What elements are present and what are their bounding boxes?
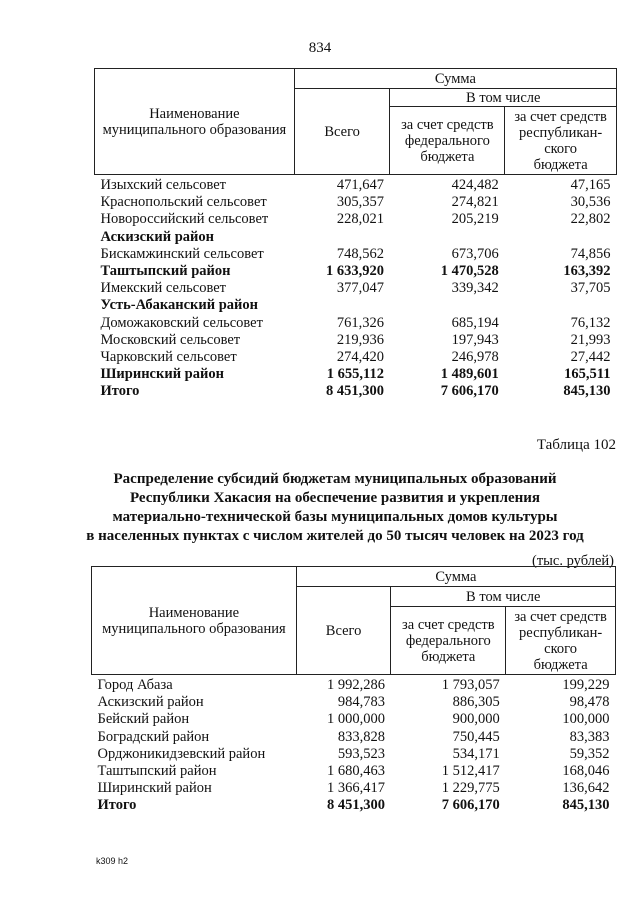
row-federal-cell: 246,978 bbox=[451, 349, 499, 366]
row-federal-cell: 534,171 bbox=[452, 745, 500, 762]
row-total-cell: 1 000,000 bbox=[326, 711, 385, 728]
row-total-cell: 305,357 bbox=[336, 194, 384, 211]
row-federal-cell: 7 606,170 bbox=[441, 797, 500, 814]
sum-header: Сумма bbox=[294, 69, 616, 89]
row-name-cell: Краснопольский сельсовет bbox=[100, 194, 267, 211]
table-row bbox=[95, 194, 617, 211]
row-total-cell: 1 633,920 bbox=[325, 263, 384, 280]
row-name-cell: Итого bbox=[97, 797, 137, 814]
table-row bbox=[95, 175, 617, 195]
row-republican-cell: 100,000 bbox=[562, 711, 610, 728]
row-federal-cell: 750,445 bbox=[452, 728, 500, 745]
row-federal-cell: 900,000 bbox=[452, 711, 500, 728]
row-federal-cell: 1 793,057 bbox=[441, 677, 500, 693]
table-2-header bbox=[92, 567, 616, 675]
row-total-cell: 219,936 bbox=[336, 331, 384, 348]
row-name-cell: Чарковский сельсовет bbox=[100, 349, 237, 366]
row-name-cell: Усть-Абаканский район bbox=[100, 297, 259, 314]
row-total-cell bbox=[294, 229, 390, 246]
sum-header: Сумма bbox=[296, 567, 615, 587]
table-row bbox=[92, 780, 616, 797]
row-republican-cell: 136,642 bbox=[562, 780, 610, 797]
footer-code: k309 h2 bbox=[96, 856, 129, 866]
row-federal-cell: 197,943 bbox=[451, 331, 499, 348]
row-total-cell: 471,647 bbox=[336, 177, 384, 193]
table-row bbox=[92, 675, 616, 695]
row-total-cell: 377,047 bbox=[336, 280, 384, 297]
row-name-cell: Изыхский сельсовет bbox=[100, 177, 227, 193]
table-row bbox=[92, 729, 616, 746]
row-federal-cell: 424,482 bbox=[451, 177, 499, 193]
row-total-cell: 1 366,417 bbox=[326, 780, 385, 797]
row-total-cell: 1 680,463 bbox=[326, 763, 385, 780]
row-name-cell: Новороссийский сельсовет bbox=[100, 211, 269, 228]
row-name-cell: Ширинский район bbox=[100, 366, 224, 383]
row-federal-cell bbox=[390, 229, 505, 246]
table-2-body bbox=[92, 675, 616, 815]
row-republican-cell: 21,993 bbox=[570, 331, 611, 348]
row-republican-cell: 165,511 bbox=[564, 366, 611, 383]
table-row bbox=[95, 383, 617, 400]
row-republican-cell: 163,392 bbox=[563, 263, 611, 280]
row-federal-cell: 673,706 bbox=[451, 245, 499, 262]
table-row bbox=[95, 211, 617, 228]
table-row bbox=[92, 797, 616, 814]
table-row bbox=[95, 332, 617, 349]
row-total-cell: 748,562 bbox=[336, 245, 384, 262]
row-total-cell: 593,523 bbox=[337, 745, 385, 762]
table-row bbox=[95, 349, 617, 366]
row-republican-cell: 76,132 bbox=[570, 314, 611, 331]
row-republican-cell: 74,856 bbox=[570, 245, 611, 262]
row-federal-cell: 1 470,528 bbox=[440, 263, 499, 280]
row-name-cell: Имекский сельсовет bbox=[100, 280, 227, 297]
table-1-body bbox=[95, 175, 617, 401]
row-total-cell: 274,420 bbox=[336, 349, 384, 366]
table-row bbox=[95, 297, 617, 314]
table-row bbox=[92, 763, 616, 780]
row-name-cell: Таштыпский район bbox=[97, 763, 217, 780]
page-number: 834 bbox=[308, 40, 332, 56]
table-row bbox=[95, 246, 617, 263]
name-column-header: Наименование муниципального образования bbox=[95, 69, 295, 175]
row-federal-cell: 1 512,417 bbox=[441, 763, 500, 780]
row-republican-cell: 47,165 bbox=[570, 177, 611, 193]
row-total-cell: 833,828 bbox=[337, 728, 385, 745]
row-federal-cell: 1 489,601 bbox=[440, 366, 499, 383]
total-column-header: Всего bbox=[294, 89, 390, 175]
table-row bbox=[92, 711, 616, 728]
row-republican-cell: 845,130 bbox=[562, 797, 610, 814]
row-federal-cell: 685,194 bbox=[451, 314, 499, 331]
row-name-cell: Московский сельсовет bbox=[100, 331, 241, 348]
row-total-cell bbox=[294, 297, 390, 314]
row-federal-cell: 274,821 bbox=[451, 194, 499, 211]
table-1-header bbox=[95, 69, 617, 175]
row-name-cell: Бискамжинский сельсовет bbox=[100, 245, 264, 262]
federal-column-header: за счет средств федерального бюджета bbox=[391, 607, 506, 675]
row-republican-cell: 98,478 bbox=[569, 694, 610, 711]
row-federal-cell: 339,342 bbox=[451, 280, 499, 297]
row-name-cell: Аскизский район bbox=[97, 694, 204, 711]
row-name-cell: Город Абаза bbox=[97, 677, 173, 693]
republican-column-header: за счет средств республикан- ского бюджета bbox=[505, 107, 617, 175]
row-republican-cell: 37,705 bbox=[570, 280, 611, 297]
row-name-cell: Бейский район bbox=[97, 711, 190, 728]
row-republican-cell bbox=[505, 229, 617, 246]
table-row bbox=[95, 315, 617, 332]
name-column-header: Наименование муниципального образования bbox=[92, 567, 297, 675]
table-row bbox=[95, 280, 617, 297]
row-name-cell: Орджоникидзевский район bbox=[97, 745, 266, 762]
row-republican-cell: 845,130 bbox=[563, 383, 611, 400]
table-title: Распределение субсидий бюджетам муниципальных образований Республики Хакасия на обеспечение развития и укрепления материально-технической базы муниципальных домов культуры в населенных пунктах с числом жителей до 50 тысяч человек на 2023 год bbox=[86, 471, 584, 544]
row-name-cell: Таштыпский район bbox=[100, 263, 231, 280]
row-name-cell: Итого bbox=[100, 383, 140, 400]
including-header: В том числе bbox=[390, 89, 617, 107]
row-total-cell: 228,021 bbox=[336, 211, 384, 228]
row-federal-cell: 1 229,775 bbox=[441, 780, 500, 797]
table-label: Таблица 102 bbox=[536, 437, 616, 453]
republican-column-header: за счет средств республикан- ского бюджета bbox=[506, 607, 616, 675]
federal-column-header: за счет средств федерального бюджета bbox=[390, 107, 505, 175]
row-republican-cell: 30,536 bbox=[570, 194, 611, 211]
table-row bbox=[92, 694, 616, 711]
row-total-cell: 761,326 bbox=[336, 314, 384, 331]
table-row bbox=[92, 746, 616, 763]
row-federal-cell: 205,219 bbox=[451, 211, 499, 228]
row-total-cell: 8 451,300 bbox=[325, 383, 384, 400]
table-2 bbox=[91, 566, 616, 815]
table-row bbox=[95, 366, 617, 383]
total-column-header: Всего bbox=[296, 587, 391, 675]
row-total-cell: 1 655,112 bbox=[326, 366, 384, 383]
row-total-cell: 984,783 bbox=[337, 694, 385, 711]
row-total-cell: 8 451,300 bbox=[326, 797, 385, 814]
row-republican-cell: 22,802 bbox=[570, 211, 611, 228]
units-label: (тыс. рублей) bbox=[532, 553, 614, 569]
row-republican-cell: 199,229 bbox=[562, 677, 610, 693]
row-republican-cell: 59,352 bbox=[569, 745, 610, 762]
table-row bbox=[95, 229, 617, 246]
table-row bbox=[95, 263, 617, 280]
table-1 bbox=[94, 68, 617, 401]
row-federal-cell bbox=[390, 297, 505, 314]
row-federal-cell: 7 606,170 bbox=[440, 383, 499, 400]
row-republican-cell bbox=[505, 297, 617, 314]
including-header: В том числе bbox=[391, 587, 616, 607]
row-name-cell: Ширинский район bbox=[97, 780, 212, 797]
row-name-cell: Доможаковский сельсовет bbox=[100, 314, 263, 331]
row-name-cell: Боградский район bbox=[97, 728, 210, 745]
row-republican-cell: 27,442 bbox=[570, 349, 611, 366]
row-name-cell: Аскизский район bbox=[100, 228, 214, 245]
row-federal-cell: 886,305 bbox=[452, 694, 500, 711]
row-republican-cell: 168,046 bbox=[562, 763, 610, 780]
row-republican-cell: 83,383 bbox=[569, 728, 610, 745]
row-total-cell: 1 992,286 bbox=[326, 677, 385, 693]
